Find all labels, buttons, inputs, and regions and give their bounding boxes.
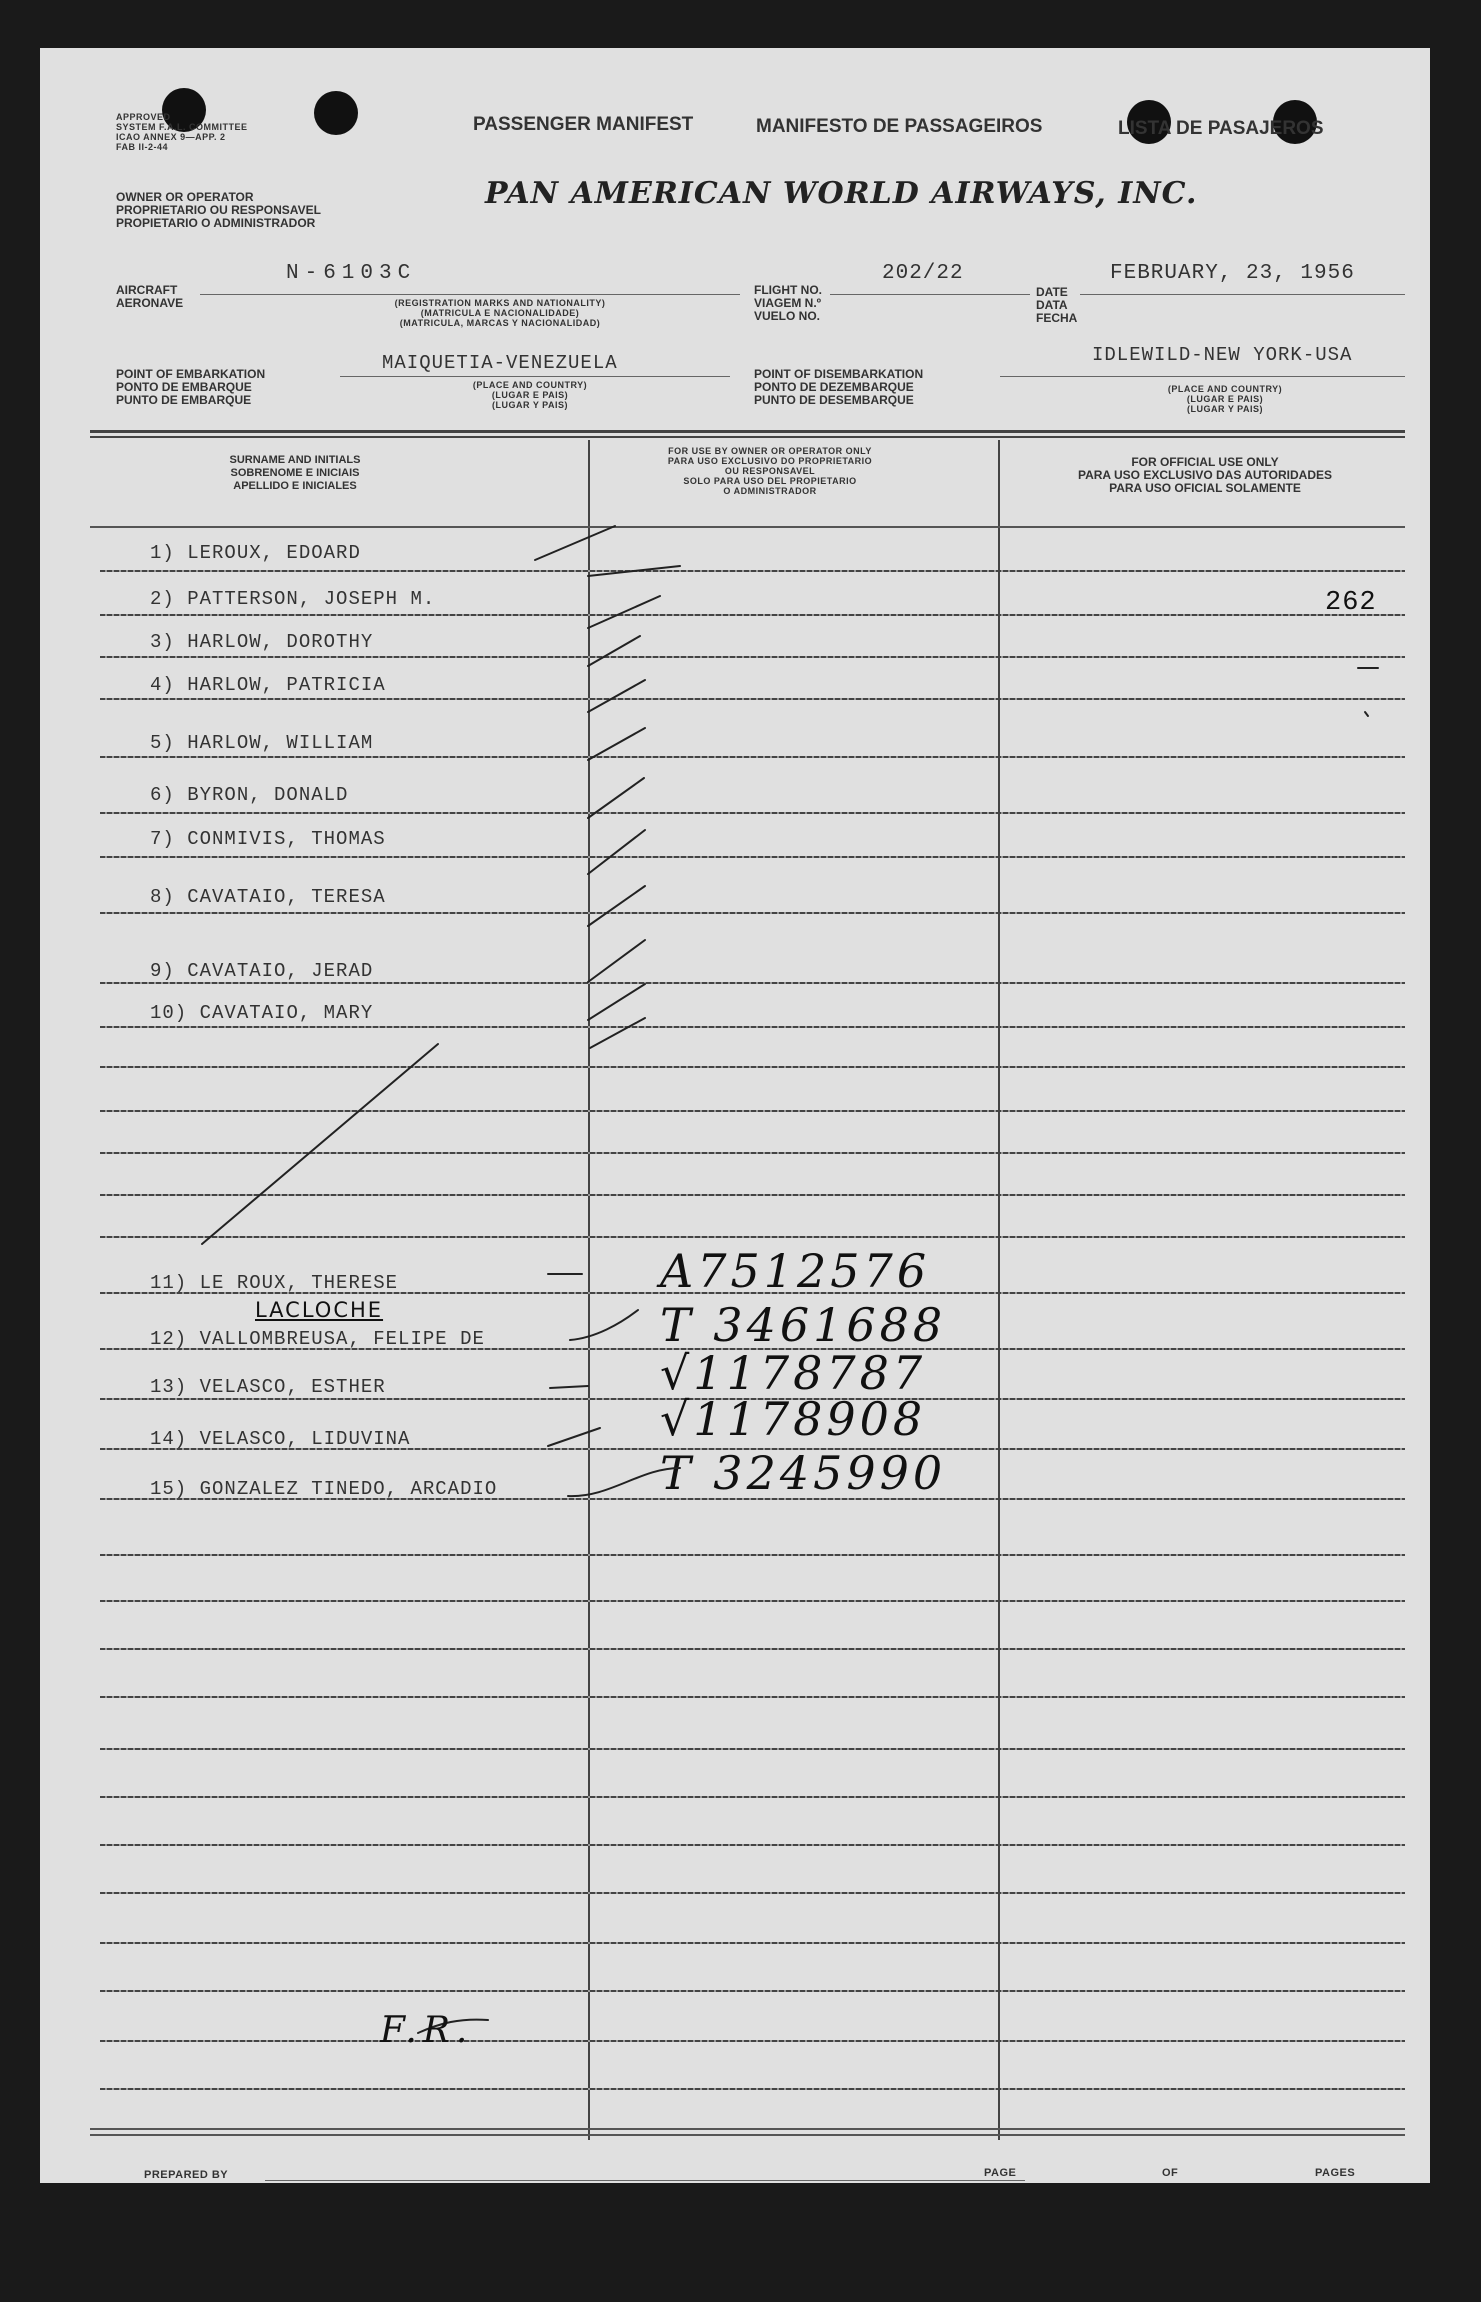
passenger-number: 11)	[150, 1272, 188, 1294]
prepared-by-rule	[265, 2180, 1025, 2181]
embark-label-line: POINT OF EMBARKATION	[116, 367, 266, 381]
passenger-number: 5)	[150, 732, 175, 754]
manifest-sheet	[40, 48, 1430, 2183]
header-line: PARA USO EXCLUSIVO DO PROPRIETARIO	[667, 456, 873, 466]
title-en: PASSENGER MANIFEST	[473, 114, 694, 135]
date-label-line: DATA	[1036, 298, 1068, 312]
header-line: FOR USE BY OWNER OR OPERATOR ONLY	[668, 446, 872, 456]
handwritten-annotation: LACLOCHE	[255, 1298, 384, 1322]
passenger-name: CONMIVIS, THOMAS	[187, 828, 386, 850]
check-tick	[588, 886, 645, 926]
header-line: SOLO PARA USO DEL PROPIETARIO	[683, 476, 857, 486]
passenger-name: CAVATAIO, JERAD	[187, 960, 374, 982]
header-line: PARA USO OFICIAL SOLAMENTE	[1109, 481, 1301, 495]
footer-label-line: OF	[1162, 2167, 1179, 2179]
passenger-name: HARLOW, DOROTHY	[187, 631, 374, 653]
owner-label-line: OWNER OR OPERATOR	[116, 190, 254, 204]
passenger-number: 13)	[150, 1376, 188, 1398]
document-number: T 3461688	[660, 1298, 947, 1352]
header-line: O ADMINISTRADOR	[723, 486, 817, 496]
passenger-number: 10)	[150, 1002, 188, 1024]
pen-dot	[1365, 712, 1368, 716]
caption-line: (PLACE AND COUNTRY)	[472, 380, 588, 390]
header-line: APELLIDO E INICIALES	[233, 480, 357, 492]
approval-line: ICAO ANNEX 9—APP. 2	[116, 132, 226, 142]
disembark-value: IDLEWILD-NEW YORK-USA	[1092, 344, 1353, 366]
disembark-label-line: POINT OF DISEMBARKATION	[754, 367, 924, 381]
embark-label-line: PONTO DE EMBARQUE	[116, 380, 252, 394]
aircraft-label-line: AERONAVE	[116, 296, 184, 310]
passenger-name: CAVATAIO, TERESA	[187, 886, 386, 908]
footer-rule	[90, 2128, 1405, 2130]
caption-line: (LUGAR E PAIS)	[491, 390, 569, 400]
document-number: √1178908	[660, 1392, 927, 1446]
footer-rule	[90, 2134, 1405, 2136]
date-label-line: FECHA	[1036, 311, 1078, 325]
caption-line: (LUGAR Y PAIS)	[1186, 404, 1263, 414]
flight-label-line: VIAGEM N.º	[754, 296, 822, 310]
flight-value: 202/22	[882, 262, 964, 285]
flight-label-line: FLIGHT NO.	[754, 283, 822, 297]
header-line: OU RESPONSAVEL	[724, 466, 816, 476]
disembark-label-line: PUNTO DE DESEMBARQUE	[754, 393, 914, 407]
caption-line: (LUGAR E PAIS)	[1186, 394, 1264, 404]
check-tick	[588, 778, 644, 818]
passenger-number: 15)	[150, 1478, 188, 1500]
passenger-name: LE ROUX, THERESE	[199, 1272, 399, 1294]
document-number: √1178787	[660, 1346, 927, 1400]
title-pt: MANIFESTO DE PASSAGEIROS	[756, 116, 1043, 137]
passenger-number: 12)	[150, 1328, 188, 1350]
document-number: T 3245990	[660, 1446, 947, 1500]
check-tick	[590, 1018, 645, 1048]
approval-line: SYSTEM F.A.L. COMMITTEE	[116, 122, 248, 132]
header-line: SOBRENOME E INICIAIS	[230, 467, 360, 479]
caption-line: (LUGAR Y PAIS)	[491, 400, 568, 410]
passenger-name: CAVATAIO, MARY	[199, 1002, 374, 1024]
check-tick	[588, 728, 645, 760]
footer-label-line: PREPARED BY	[144, 2169, 229, 2181]
header-line: FOR OFFICIAL USE ONLY	[1131, 455, 1279, 469]
header-line: SURNAME AND INITIALS	[229, 454, 361, 466]
passenger-number: 6)	[150, 784, 175, 806]
passenger-number: 1)	[150, 542, 175, 564]
dash-mark	[548, 1428, 600, 1446]
owner-label-line: PROPIETARIO O ADMINISTRADOR	[116, 216, 316, 230]
approval-line: APPROVED	[116, 112, 171, 122]
check-tick	[588, 636, 640, 666]
passenger-number: 14)	[150, 1428, 188, 1450]
passenger-name: HARLOW, PATRICIA	[187, 674, 386, 696]
document-number: A7512576	[660, 1244, 931, 1298]
passenger-name: GONZALEZ TINEDO, ARCADIO	[199, 1478, 498, 1500]
pages-label	[1315, 2168, 1355, 2178]
footer-label-line: PAGES	[1315, 2167, 1356, 2179]
dash-mark	[550, 1386, 588, 1388]
passenger-number: 7)	[150, 828, 175, 850]
flight-label-line: VUELO NO.	[754, 309, 821, 323]
caption-line: (PLACE AND COUNTRY)	[1167, 384, 1283, 394]
date-value: FEBRUARY, 23, 1956	[1110, 262, 1355, 285]
preparer-signature: F.R.	[380, 2010, 474, 2051]
embark-label-line: PUNTO DE EMBARQUE	[116, 393, 252, 407]
disembark-label-line: PONTO DE DEZEMBARQUE	[754, 380, 914, 394]
check-tick	[588, 830, 645, 874]
page-label	[984, 2168, 1016, 2178]
title-es: LISTA DE PASAJEROS	[1118, 118, 1324, 139]
passenger-name: HARLOW, WILLIAM	[187, 732, 374, 754]
airline-name: PAN AMERICAN WORLD AIRWAYS, INC.	[485, 176, 1198, 211]
owner-label-line: PROPRIETARIO OU RESPONSAVEL	[116, 203, 321, 217]
aircraft-label-line: AIRCRAFT	[116, 283, 178, 297]
caption-line: (MATRICULA, MARCAS Y NACIONALIDAD)	[399, 318, 601, 328]
check-tick	[588, 680, 645, 712]
passenger-name: VELASCO, ESTHER	[199, 1376, 386, 1398]
passenger-number: 4)	[150, 674, 175, 696]
embark-value: MAIQUETIA-VENEZUELA	[382, 352, 618, 374]
pen-marks	[40, 48, 1430, 2183]
approval-line: FAB II-2-44	[116, 142, 169, 152]
passenger-name: VELASCO, LIDUVINA	[199, 1428, 411, 1450]
dash-mark	[570, 1310, 638, 1340]
of-label	[1162, 2168, 1178, 2178]
official-note: 262	[1325, 588, 1377, 618]
check-tick	[588, 984, 645, 1020]
prepared-by-label	[144, 2170, 228, 2180]
date-label-line: DATE	[1036, 285, 1068, 299]
passenger-number: 8)	[150, 886, 175, 908]
check-tick	[588, 940, 645, 982]
void-slash	[202, 1044, 438, 1244]
footer-label-line: PAGE	[984, 2167, 1017, 2179]
header-line: PARA USO EXCLUSIVO DAS AUTORIDADES	[1077, 468, 1333, 482]
passenger-name: VALLOMBREUSA, FELIPE DE	[199, 1328, 485, 1350]
passenger-number: 9)	[150, 960, 175, 982]
passenger-name: LEROUX, EDOARD	[187, 542, 361, 564]
check-tick	[588, 596, 660, 628]
aircraft-value: N-6103C	[286, 262, 417, 285]
check-tick	[535, 526, 615, 560]
caption-line: (MATRICULA E NACIONALIDADE)	[420, 308, 580, 318]
dash-mark	[568, 1468, 680, 1496]
check-tick	[588, 566, 680, 576]
passenger-name: PATTERSON, JOSEPH M.	[187, 588, 436, 610]
caption-line: (REGISTRATION MARKS AND NATIONALITY)	[394, 298, 606, 308]
passenger-number: 2)	[150, 588, 175, 610]
passenger-number: 3)	[150, 631, 175, 653]
passenger-name: BYRON, DONALD	[187, 784, 349, 806]
